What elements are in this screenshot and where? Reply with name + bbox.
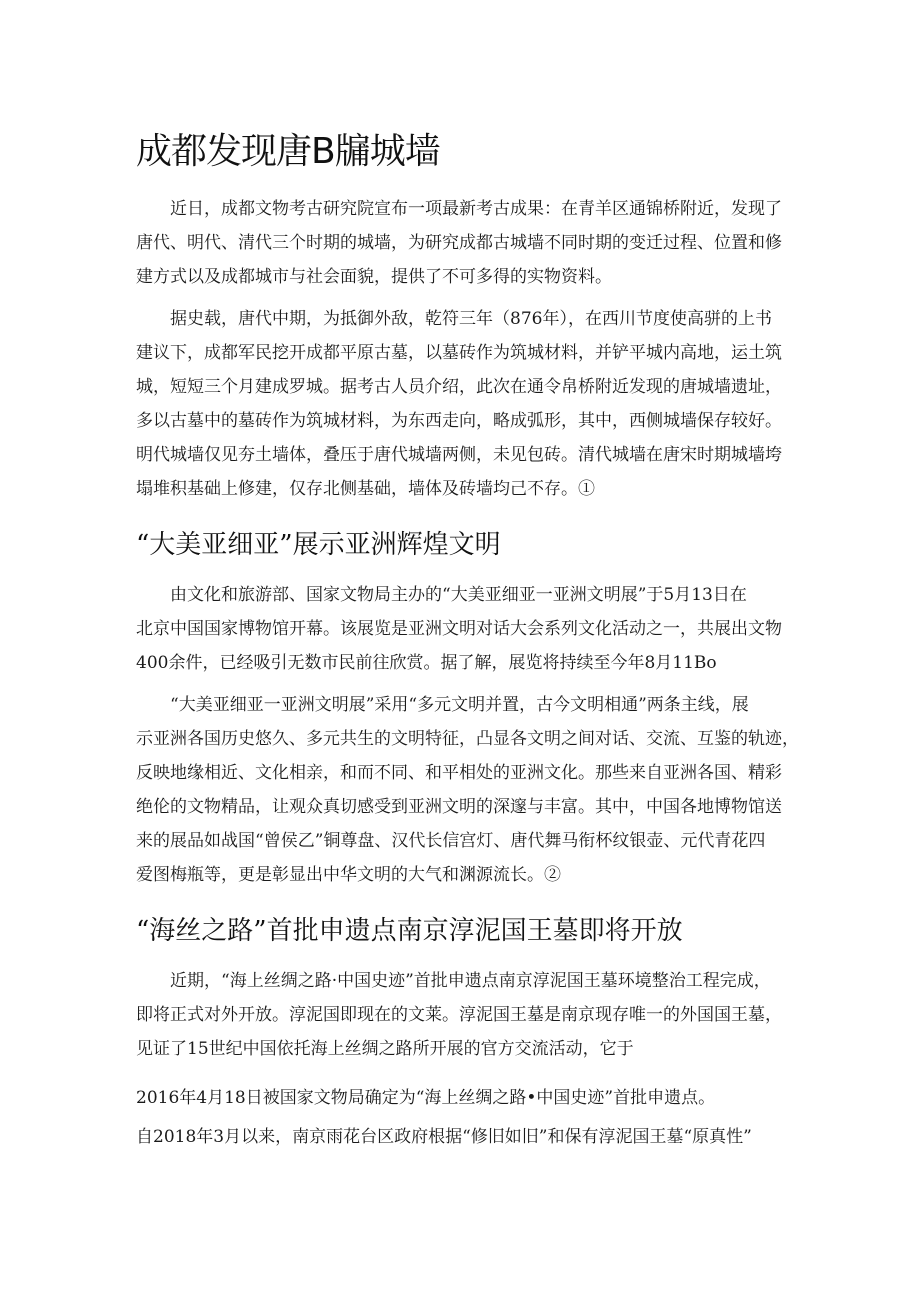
article-title: 成都发现唐B牖城墙 [136, 131, 440, 172]
paragraph-line: 自2018年3月以来，南京雨花台区政府根据“修旧如旧”和保有淳泥国王墓“原真性” [136, 1127, 752, 1147]
paragraph-line: 绝伦的文物精品，让观众真切感受到亚洲文明的深邃与丰富。其中，中国各地博物馆送 [136, 797, 782, 817]
paragraph-line: 建议下，成都军民挖开成都平原古墓，以墓砖作为筑城材料，并铲平城内高地，运土筑 [136, 343, 782, 363]
paragraph-line: 据史载，唐代中期，为抵御外敌，乾符三年（876年），在西川节度使高骈的上书 [170, 309, 772, 329]
paragraph-line: 400余件，已经吸引无数市民前往欣赏。据了解，展览将持续至今年8月11Bo [136, 653, 717, 673]
section-heading: “海丝之路”首批申遗点南京淳泥国王墓即将开放 [136, 916, 683, 946]
paragraph-line: 建方式以及成都城市与社会面貌，提供了不可多得的实物资料。 [136, 267, 612, 287]
paragraph-line: 塌堆积基础上修建，仅存北侧基础，墙体及砖墙均己不存。① [136, 479, 595, 499]
paragraph-line: 近期，“海上丝绸之路·中国史迹”首批申遗点南京淳泥国王墓环境整治工程完成， [170, 971, 771, 991]
paragraph-line: 城，短短三个月建成罗城。据考古人员介绍，此次在通令帛桥附近发现的唐城墙遗址， [136, 377, 782, 397]
paragraph-line: “大美亚细亚一亚洲文明展”采用“多元文明并置，古今文明相通”两条主线，展 [170, 695, 749, 715]
paragraph-line: 见证了15世纪中国依托海上丝绸之路所开展的官方交流活动，它于 [136, 1039, 634, 1059]
paragraph-line: 即将正式对外开放。淳泥国即现在的文莱。淳泥国王墓是南京现存唯一的外国国王墓， [136, 1005, 782, 1025]
paragraph-line: 多以古墓中的墓砖作为筑城材料，为东西走向，略成弧形，其中，西侧城墙保存较好。 [136, 411, 782, 431]
paragraph-line: 近日，成都文物考古研究院宣布一项最新考古成果：在青羊区通锦桥附近，发现了 [170, 199, 782, 219]
paragraph-line: 示亚洲各国历史悠久、多元共生的文明特征，凸显各文明之间对话、交流、互鉴的轨迹， [136, 729, 799, 749]
paragraph-line: 爱图梅瓶等，更是彰显出中华文明的大气和渊源流长。② [136, 865, 561, 885]
paragraph-line: 来的展品如战国“曾侯乙”铜尊盘、汉代长信宫灯、唐代舞马衔杯纹银壶、元代青花四 [136, 831, 766, 851]
paragraph-line: 2016年4月18日被国家文物局确定为“海上丝绸之路•中国史迹”首批申遗点。 [136, 1088, 716, 1108]
paragraph-line: 反映地缘相近、文化相亲，和而不同、和平相处的亚洲文化。那些来自亚洲各国、精彩 [136, 763, 782, 783]
paragraph-line: 由文化和旅游部、国家文物局主办的“大美亚细亚一亚洲文明展”于5月13日在 [170, 585, 747, 605]
paragraph-line: 唐代、明代、清代三个时期的城墙，为研究成都古城墙不同时期的变迁过程、位置和修 [136, 233, 782, 253]
paragraph-line: 明代城墙仅见夯土墙体，叠压于唐代城墙两侧，未见包砖。清代城墙在唐宋时期城墙垮 [136, 445, 782, 465]
section-heading: “大美亚细亚”展示亚洲辉煌文明 [136, 530, 501, 560]
paragraph-line: 北京中国国家博物馆开幕。该展览是亚洲文明对话大会系列文化活动之一，共展出文物 [136, 619, 782, 639]
